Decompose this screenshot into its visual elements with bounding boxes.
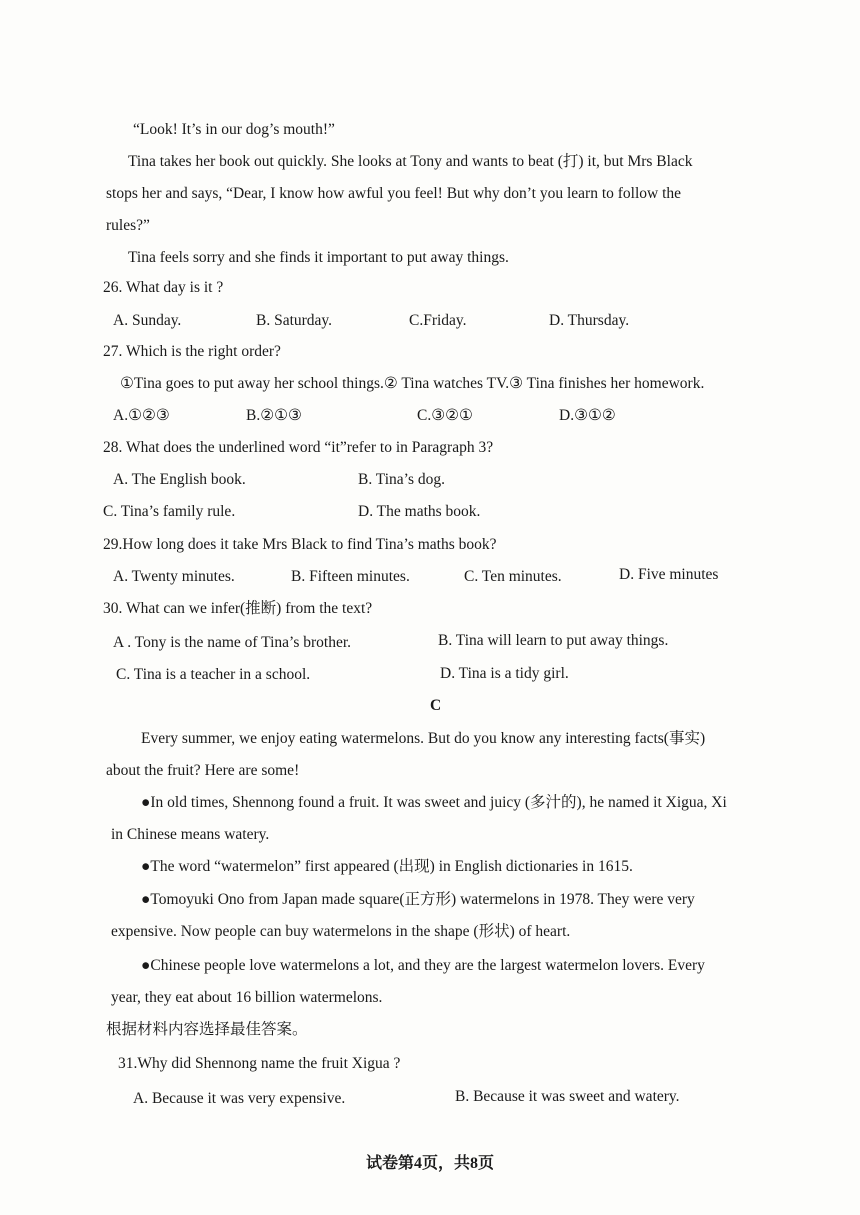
option: A. The English book. — [113, 471, 246, 488]
option: B.②①③ — [246, 407, 302, 424]
instruction: 根据材料内容选择最佳答案。 — [106, 1021, 308, 1038]
page-footer: 试卷第4页，共8页 — [365, 1155, 494, 1172]
option: B. Tina’s dog. — [358, 471, 446, 488]
question-stem: 30. What can we infer(推断) from the text? — [103, 600, 373, 617]
passage-line: in Chinese means watery. — [111, 826, 270, 843]
option: B. Saturday. — [256, 312, 333, 329]
option: D. The maths book. — [358, 503, 481, 520]
passage-line: “Look! It’s in our dog’s mouth!” — [133, 121, 335, 138]
option: D. Thursday. — [549, 312, 630, 329]
question-stem: 28. What does the underlined word “it”refer to in Paragraph 3? — [103, 439, 494, 456]
passage-line: Tina feels sorry and she finds it important to put away things. — [128, 249, 509, 266]
bullet-line: ●Tomoyuki Ono from Japan made square(正方形) watermelons in 1978. They were very — [141, 891, 695, 908]
passage-line: about the fruit? Here are some! — [106, 762, 300, 779]
option: C. Tina is a teacher in a school. — [116, 666, 311, 683]
option: A. Because it was very expensive. — [133, 1090, 346, 1107]
passage-line: Tina takes her book out quickly. She looks at Tony and wants to beat (打) it, but Mrs Black — [128, 153, 693, 170]
question-note: ①Tina goes to put away her school things.② Tina watches TV.③ Tina finishes her homework. — [120, 375, 705, 392]
passage-line: stops her and says, “Dear, I know how awful you feel! But why don’t you learn to follow the — [106, 185, 682, 202]
section-heading: C — [430, 697, 442, 714]
bullet-line: ●Chinese people love watermelons a lot, and they are the largest watermelon lovers. Every — [141, 957, 705, 974]
bullet-line: ●The word “watermelon” first appeared (出现) in English dictionaries in 1615. — [141, 858, 633, 875]
option: B. Fifteen minutes. — [291, 568, 410, 585]
option: D.③①② — [559, 407, 616, 424]
option: D. Tina is a tidy girl. — [440, 665, 569, 682]
option: D. Five minutes — [619, 566, 719, 583]
option: C. Ten minutes. — [464, 568, 562, 585]
question-stem: 27. Which is the right order? — [103, 343, 281, 360]
option: A. Twenty minutes. — [113, 568, 235, 585]
question-stem: 31.Why did Shennong name the fruit Xigua ? — [118, 1055, 401, 1072]
passage-line: year, they eat about 16 billion watermelons. — [111, 989, 383, 1006]
passage-line: Every summer, we enjoy eating watermelons. But do you know any interesting facts(事实) — [141, 730, 706, 747]
option: C.③②① — [417, 407, 473, 424]
option: A.①②③ — [113, 407, 170, 424]
passage-line: rules?” — [106, 217, 150, 234]
bullet-line: ●In old times, Shennong found a fruit. It was sweet and juicy (多汁的), he named it Xigua, Xi — [141, 794, 727, 811]
question-stem: 26. What day is it ? — [103, 279, 224, 296]
option: B. Tina will learn to put away things. — [438, 632, 669, 649]
option: A. Sunday. — [113, 312, 182, 329]
passage-line: expensive. Now people can buy watermelons in the shape (形状) of heart. — [111, 923, 571, 940]
option: C.Friday. — [409, 312, 467, 329]
question-stem: 29.How long does it take Mrs Black to find Tina’s maths book? — [103, 536, 497, 553]
option: B. Because it was sweet and watery. — [455, 1088, 680, 1105]
option: A . Tony is the name of Tina’s brother. — [113, 634, 352, 651]
option: C. Tina’s family rule. — [103, 503, 236, 520]
